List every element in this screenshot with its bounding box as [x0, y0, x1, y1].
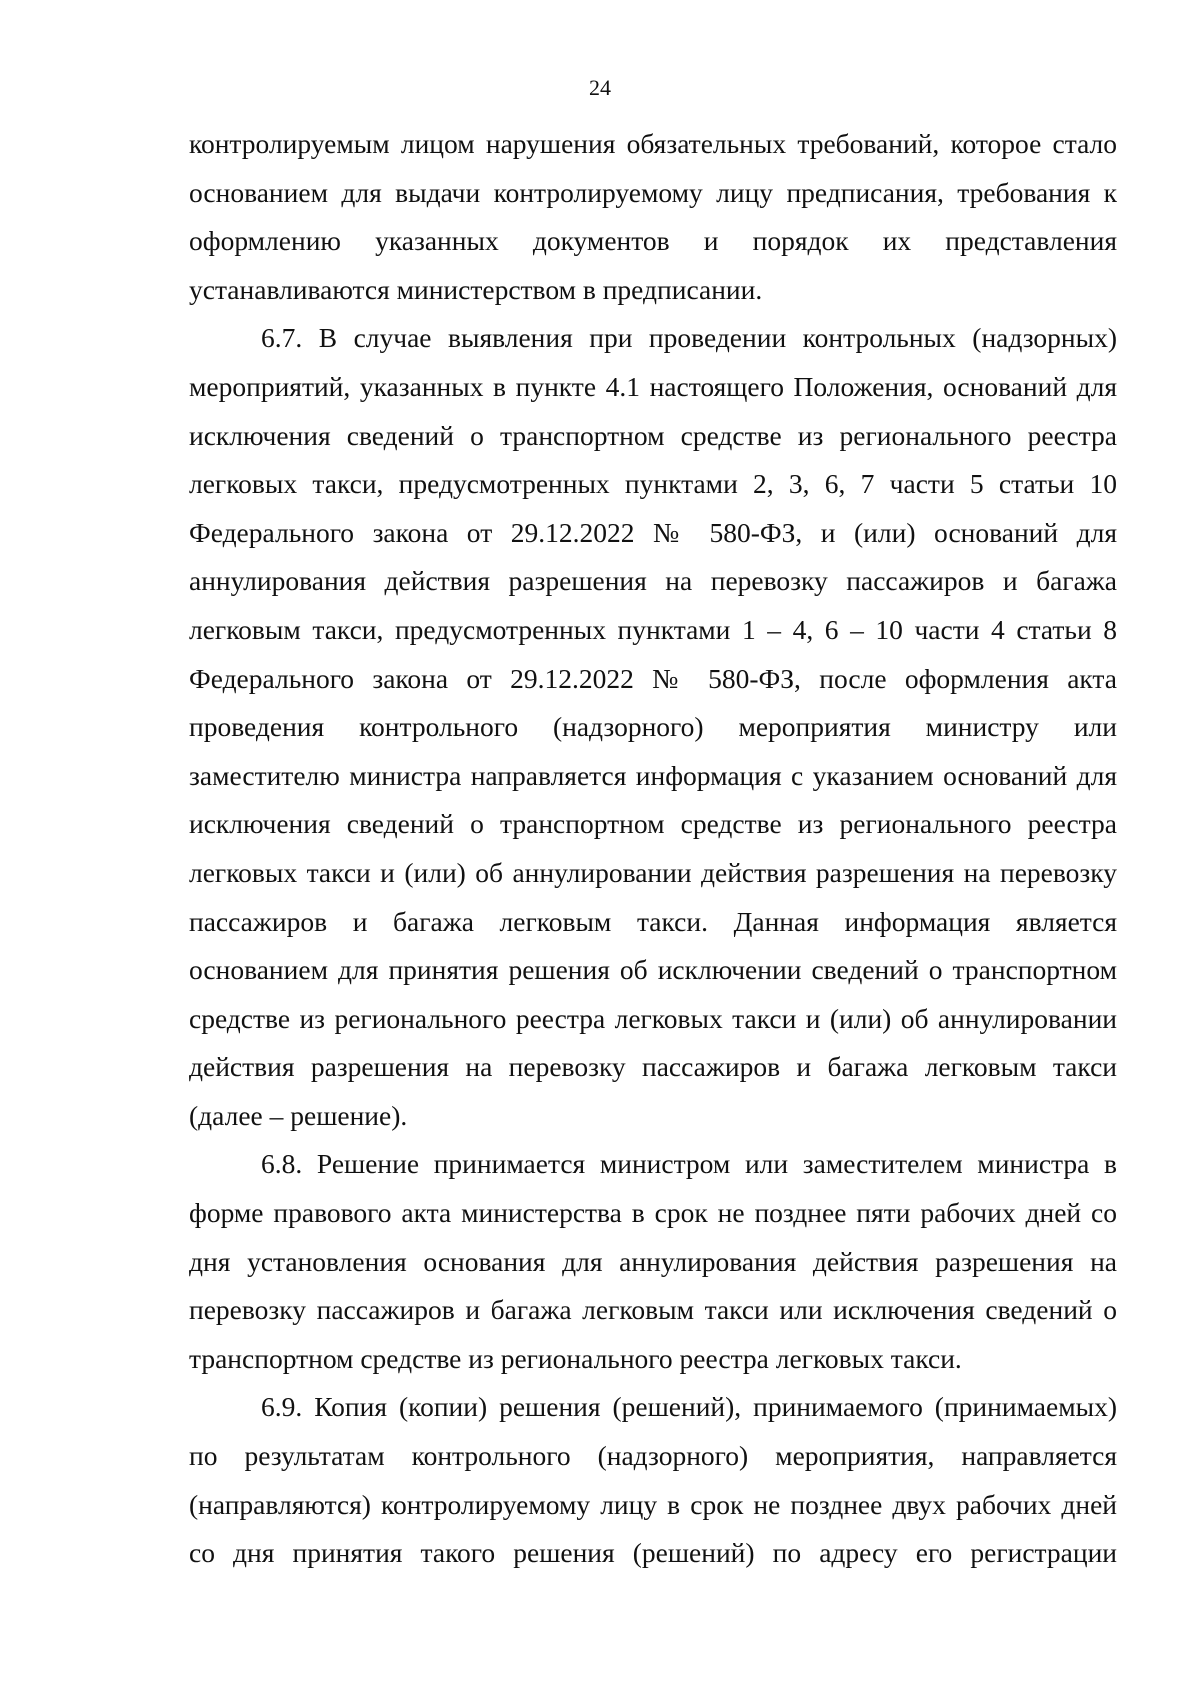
paragraph-6-7: 6.7. В случае выявления при проведении контрольных (надзорных) мероприятий, указанных в пункте 4.1 настоящего Положения, оснований для исключения сведений о транспортном средстве из регионального реестра легковых такси, предусмотренных пунктами 2, 3, 6, 7 части 5 статьи 10 Федерального закона от 29.12.2022 № 580-ФЗ, и (или) оснований для аннулирования действия разрешения на перевозку пассажиров и багажа легковым такси, предусмотренных пунктами 1 – 4, 6 – 10 части 4 статьи 8 Федерального закона от 29.12.2022 № 580-ФЗ, после оформления акта проведения контрольного (надзорного) мероприятия министру или заместителю министра направляется информация с указанием оснований для исключения сведений о транспортном средстве из регионального реестра легковых такси и (или) об аннулировании действия разрешения на перевозку пассажиров и багажа легковым такси. Данная информация является основанием для принятия решения об исключении сведений о транспортном средстве из регионального реестра легковых такси и (или) об аннулировании действия разрешения на перевозку пассажиров и багажа легковым такси (далее – решение). — [189, 322, 1117, 1131]
paragraph-6-8: 6.8. Решение принимается министром или заместителем министра в форме правового акта министерства в срок не позднее пяти рабочих дней со дня установления основания для аннулирования действия разрешения на перевозку пассажиров и багажа легковым такси или исключения сведений о транспортном средстве из регионального реестра легковых такси. — [189, 1148, 1117, 1374]
document-body — [189, 120, 1117, 1578]
paragraph-6-9: 6.9. Копия (копии) решения (решений), принимаемого (принимаемых) по результатам контрольного (надзорного) мероприятия, направляется (направляются) контролируемому лицу в срок не позднее двух рабочих дней со дня принятия такого решения (решений) по адресу его регистрации — [189, 1391, 1117, 1569]
paragraph-continuation: контролируемым лицом нарушения обязательных требований, которое стало основанием для выдачи контролируемому лицу предписания, требования к оформлению указанных документов и порядок их представления устанавливаются министерством в предписании. — [189, 128, 1117, 305]
page-number: 24 — [589, 75, 611, 100]
